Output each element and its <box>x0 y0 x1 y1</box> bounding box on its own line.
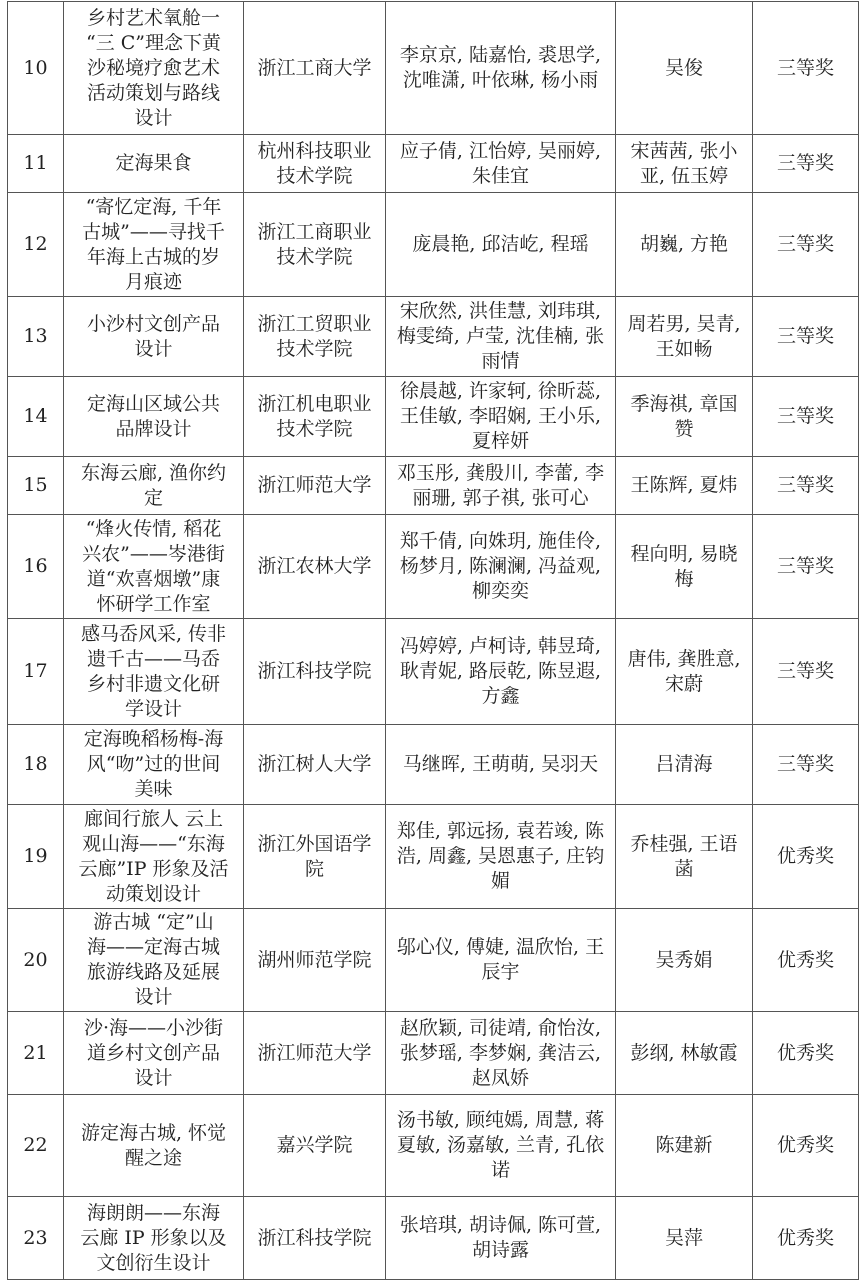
advisor-cell: 王陈辉, 夏炜 <box>616 457 753 515</box>
award-level-cell: 优秀奖 <box>753 1012 859 1095</box>
team-members-cell: 赵欣颖, 司徒靖, 俞怡汝, 张梦瑶, 李梦娴, 龚洁云, 赵凤娇 <box>386 1012 616 1095</box>
team-members-cell: 张培琪, 胡诗佩, 陈可萱, 胡诗露 <box>386 1197 616 1280</box>
school-name-cell: 浙江科技学院 <box>244 619 386 725</box>
team-members-cell: 庞晨艳, 邱洁屹, 程瑶 <box>386 193 616 297</box>
school-name-cell: 浙江工商职业 技术学院 <box>244 193 386 297</box>
award-level-cell: 三等奖 <box>753 377 859 457</box>
team-members-cell: 冯婷婷, 卢柯诗, 韩昱琦, 耿青妮, 路辰乾, 陈昱遐, 方鑫 <box>386 619 616 725</box>
school-name-cell: 浙江机电职业 技术学院 <box>244 377 386 457</box>
row-number-cell: 20 <box>8 909 64 1012</box>
row-number-cell: 19 <box>8 805 64 909</box>
advisor-cell: 吴萍 <box>616 1197 753 1280</box>
row-number-cell: 12 <box>8 193 64 297</box>
project-title-cell: 廊间行旅人 云上 观山海——“东海 云廊”IP 形象及活 动策划设计 <box>64 805 244 909</box>
project-title-cell: 东海云廊, 渔你约 定 <box>64 457 244 515</box>
project-title-cell: 游定海古城, 怀觉 醒之途 <box>64 1095 244 1197</box>
row-number-cell: 17 <box>8 619 64 725</box>
school-name-cell: 湖州师范学院 <box>244 909 386 1012</box>
advisor-cell: 陈建新 <box>616 1095 753 1197</box>
table-row <box>8 619 859 725</box>
advisor-cell: 吕清海 <box>616 725 753 805</box>
award-level-cell: 优秀奖 <box>753 1095 859 1197</box>
table-row <box>8 805 859 909</box>
row-number-cell: 21 <box>8 1012 64 1095</box>
project-title-cell: 乡村艺术氧舱一 “三 C”理念下黄 沙秘境疗愈艺术 活动策划与路线 设计 <box>64 2 244 135</box>
award-level-cell: 优秀奖 <box>753 909 859 1012</box>
table-row <box>8 725 859 805</box>
award-table <box>7 1 859 1280</box>
advisor-cell: 彭纲, 林敏霞 <box>616 1012 753 1095</box>
project-title-cell: “寄忆定海, 千年 古城”——寻找千 年海上古城的岁 月痕迹 <box>64 193 244 297</box>
award-level-cell: 优秀奖 <box>753 805 859 909</box>
award-level-cell: 三等奖 <box>753 297 859 377</box>
advisor-cell: 宋茜茜, 张小 亚, 伍玉婷 <box>616 135 753 193</box>
table-row <box>8 909 859 1012</box>
row-number-cell: 13 <box>8 297 64 377</box>
school-name-cell: 浙江农林大学 <box>244 515 386 619</box>
table-row <box>8 297 859 377</box>
school-name-cell: 浙江师范大学 <box>244 1012 386 1095</box>
school-name-cell: 浙江树人大学 <box>244 725 386 805</box>
school-name-cell: 杭州科技职业 技术学院 <box>244 135 386 193</box>
project-title-cell: 感马岙风采, 传非 遗千古——马岙 乡村非遗文化研 学设计 <box>64 619 244 725</box>
advisor-cell: 乔桂强, 王语 菡 <box>616 805 753 909</box>
team-members-cell: 郑千倩, 向姝玥, 施佳伶, 杨梦月, 陈澜澜, 冯益观, 柳奕奕 <box>386 515 616 619</box>
project-title-cell: 小沙村文创产品 设计 <box>64 297 244 377</box>
advisor-cell: 周若男, 吴青, 王如畅 <box>616 297 753 377</box>
team-members-cell: 李京京, 陆嘉怡, 裘思学, 沈唯潇, 叶依琳, 杨小雨 <box>386 2 616 135</box>
row-number-cell: 16 <box>8 515 64 619</box>
table-row <box>8 135 859 193</box>
table-row <box>8 2 859 135</box>
row-number-cell: 23 <box>8 1197 64 1280</box>
team-members-cell: 应子倩, 江怡婷, 吴丽婷, 朱佳宜 <box>386 135 616 193</box>
team-members-cell: 徐晨越, 许家轲, 徐昕蕊, 王佳敏, 李昭娴, 王小乐, 夏梓妍 <box>386 377 616 457</box>
award-level-cell: 三等奖 <box>753 193 859 297</box>
table-row <box>8 457 859 515</box>
table-row <box>8 193 859 297</box>
school-name-cell: 浙江工商大学 <box>244 2 386 135</box>
award-level-cell: 三等奖 <box>753 135 859 193</box>
row-number-cell: 11 <box>8 135 64 193</box>
award-level-cell: 优秀奖 <box>753 1197 859 1280</box>
project-title-cell: 定海晚稻杨梅-海 风“吻”过的世间 美味 <box>64 725 244 805</box>
school-name-cell: 浙江外国语学 院 <box>244 805 386 909</box>
team-members-cell: 马继晖, 王萌萌, 吴羽天 <box>386 725 616 805</box>
row-number-cell: 10 <box>8 2 64 135</box>
advisor-cell: 程向明, 易晓 梅 <box>616 515 753 619</box>
table-row <box>8 1095 859 1197</box>
team-members-cell: 邓玉彤, 龚殷川, 李蕾, 李 丽珊, 郭子祺, 张可心 <box>386 457 616 515</box>
school-name-cell: 浙江工贸职业 技术学院 <box>244 297 386 377</box>
table-row <box>8 515 859 619</box>
row-number-cell: 18 <box>8 725 64 805</box>
team-members-cell: 邬心仪, 傅婕, 温欣怡, 王 辰宇 <box>386 909 616 1012</box>
project-title-cell: 沙·海——小沙街 道乡村文创产品 设计 <box>64 1012 244 1095</box>
team-members-cell: 宋欣然, 洪佳慧, 刘玮琪, 梅雯绮, 卢莹, 沈佳楠, 张 雨情 <box>386 297 616 377</box>
row-number-cell: 22 <box>8 1095 64 1197</box>
project-title-cell: 海朗朗——东海 云廊 IP 形象以及 文创衍生设计 <box>64 1197 244 1280</box>
project-title-cell: 定海果食 <box>64 135 244 193</box>
advisor-cell: 季海祺, 章国 赞 <box>616 377 753 457</box>
project-title-cell: “烽火传情, 稻花 兴农”——岑港街 道“欢喜烟墩”康 怀研学工作室 <box>64 515 244 619</box>
table-row <box>8 1197 859 1280</box>
project-title-cell: 游古城 “定”山 海——定海古城 旅游线路及延展 设计 <box>64 909 244 1012</box>
row-number-cell: 15 <box>8 457 64 515</box>
school-name-cell: 浙江科技学院 <box>244 1197 386 1280</box>
advisor-cell: 吴秀娟 <box>616 909 753 1012</box>
team-members-cell: 郑佳, 郭远扬, 袁若竣, 陈 浩, 周鑫, 吴恩惠子, 庄钧 媚 <box>386 805 616 909</box>
table-row <box>8 1012 859 1095</box>
row-number-cell: 14 <box>8 377 64 457</box>
project-title-cell: 定海山区域公共 品牌设计 <box>64 377 244 457</box>
team-members-cell: 汤书敏, 顾纯嫣, 周慧, 蒋 夏敏, 汤嘉敏, 兰青, 孔依 诺 <box>386 1095 616 1197</box>
award-level-cell: 三等奖 <box>753 725 859 805</box>
advisor-cell: 吴俊 <box>616 2 753 135</box>
school-name-cell: 浙江师范大学 <box>244 457 386 515</box>
award-level-cell: 三等奖 <box>753 619 859 725</box>
award-level-cell: 三等奖 <box>753 2 859 135</box>
school-name-cell: 嘉兴学院 <box>244 1095 386 1197</box>
award-level-cell: 三等奖 <box>753 457 859 515</box>
advisor-cell: 唐伟, 龚胜意, 宋蔚 <box>616 619 753 725</box>
advisor-cell: 胡巍, 方艳 <box>616 193 753 297</box>
award-level-cell: 三等奖 <box>753 515 859 619</box>
table-row <box>8 377 859 457</box>
